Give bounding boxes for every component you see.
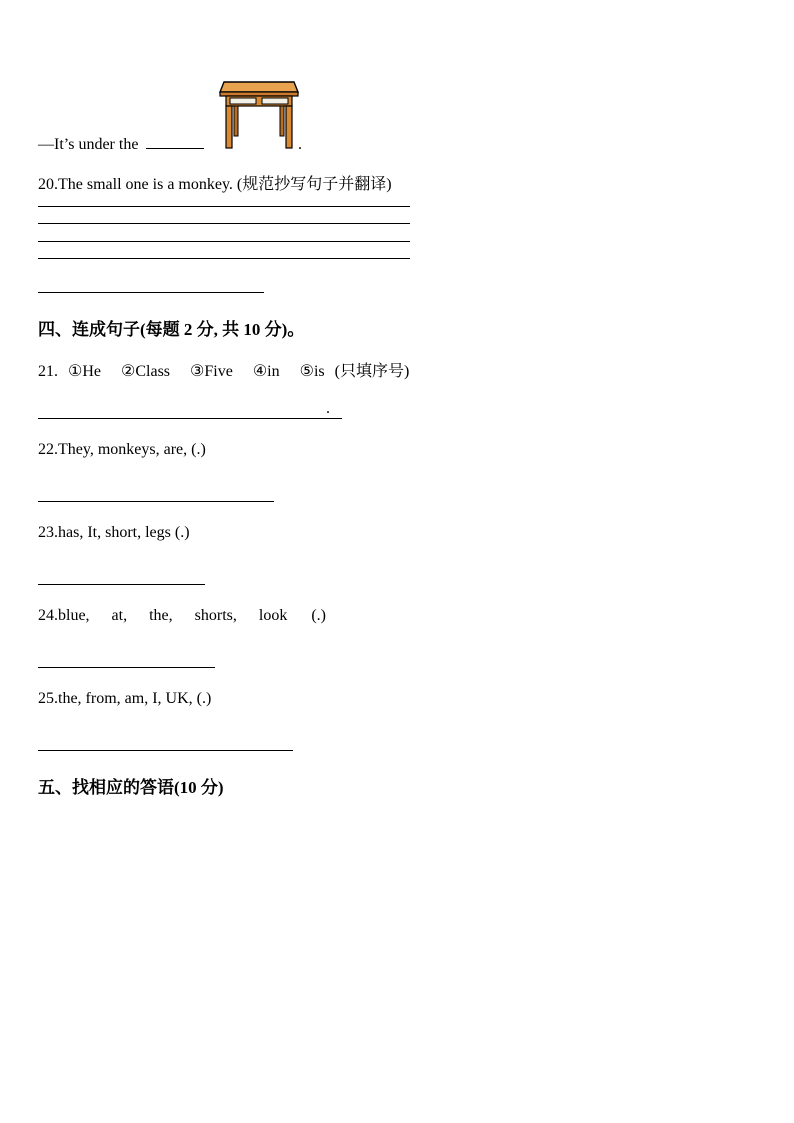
q24-word-3: the, xyxy=(149,607,173,624)
q21-num: 21. xyxy=(38,363,58,380)
q24-word-2: at, xyxy=(111,607,128,624)
q20-writing-line-4[interactable] xyxy=(38,258,410,259)
q24-word-1: blue, xyxy=(58,607,90,624)
q21-period: . xyxy=(326,400,330,417)
q21-answer-line[interactable] xyxy=(38,418,342,419)
q23-prompt: 23.has, It, short, legs (.) xyxy=(38,524,190,541)
section4-title: 四、连成句子(每题 2 分, 共 10 分)。 xyxy=(38,320,305,339)
q24-answer-line[interactable] xyxy=(38,667,215,668)
q21-note: (只填序号) xyxy=(334,363,410,380)
q20-writing-line-3[interactable] xyxy=(38,241,410,242)
q19-line xyxy=(38,136,204,154)
q21-word-4: ④in xyxy=(252,363,280,380)
q24-prompt xyxy=(38,607,326,625)
q24-word-5: look xyxy=(258,607,288,624)
q20-writing-line-1[interactable] xyxy=(38,206,410,207)
desk-icon xyxy=(218,80,300,150)
q24-num: 24. xyxy=(38,607,58,624)
q22-answer-line[interactable] xyxy=(38,501,274,502)
q22-prompt: 22.They, monkeys, are, (.) xyxy=(38,441,206,458)
q21-word-3: ③Five xyxy=(190,363,233,380)
q21-word-1: ①He xyxy=(68,363,101,380)
q20-translation-line[interactable] xyxy=(38,292,264,293)
q25-answer-line[interactable] xyxy=(38,750,293,751)
q19-text: —It’s under the xyxy=(38,136,139,153)
q20-prompt: 20.The small one is a monkey. (规范抄写句子并翻译) xyxy=(38,176,392,193)
section5-title: 五、找相应的答语(10 分) xyxy=(38,778,224,797)
q20-writing-line-2[interactable] xyxy=(38,223,410,224)
q23-answer-line[interactable] xyxy=(38,584,205,585)
q19-answer-blank[interactable] xyxy=(146,148,204,149)
q24-word-6: (.) xyxy=(311,607,326,624)
q25-prompt: 25.the, from, am, I, UK, (.) xyxy=(38,690,212,707)
q19-period: . xyxy=(298,136,302,153)
q24-word-4: shorts, xyxy=(194,607,237,624)
q21-prompt xyxy=(38,358,409,381)
q21-word-5: ⑤is xyxy=(299,363,325,380)
q21-word-2: ②Class xyxy=(121,363,171,380)
